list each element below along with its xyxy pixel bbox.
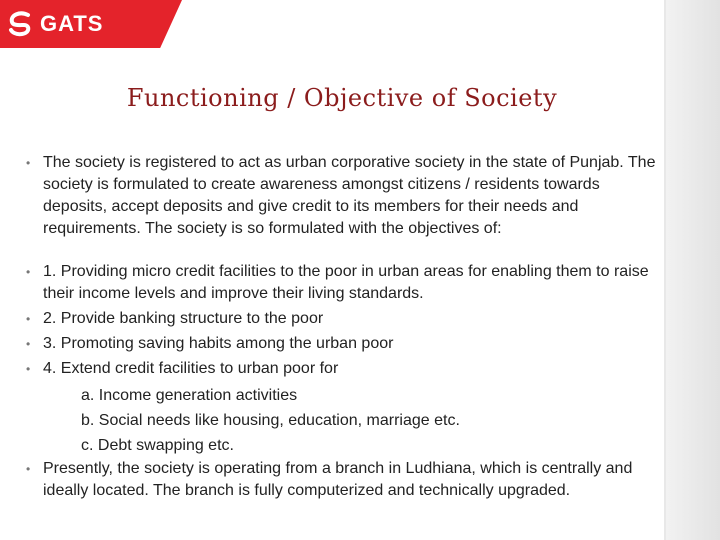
- objective-text: 3. Promoting saving habits among the urban poor: [43, 335, 394, 352]
- bullet-icon: •: [26, 337, 31, 351]
- right-decorative-bar: [666, 0, 720, 540]
- bullet-icon: •: [26, 312, 31, 326]
- list-item: [26, 333, 656, 355]
- sub-item: a. Income generation activities: [81, 387, 298, 404]
- objective-text: 4. Extend credit facilities to urban poor for: [43, 360, 339, 377]
- objective-text: 1. Providing micro credit facilities to the poor in urban areas for enabling them to raise their income levels and improve their living standards.: [43, 263, 649, 302]
- bullet-icon: •: [26, 265, 31, 279]
- gats-swirl-icon: [6, 9, 36, 39]
- bullet-icon: •: [26, 156, 31, 170]
- bullet-icon: •: [26, 462, 31, 476]
- slide-title: Functioning / Objective of Society: [126, 84, 558, 112]
- list-item: [26, 358, 656, 380]
- sub-item: c. Debt swapping etc.: [81, 437, 234, 454]
- closing-text: Presently, the society is operating from a branch in Ludhiana, which is centrally and ideally located. The branch is fully computerized and technically upgraded.: [43, 460, 633, 499]
- bullet-icon: •: [26, 362, 31, 376]
- closing-item: [26, 458, 656, 502]
- list-item: [26, 308, 656, 330]
- intro-text: The society is registered to act as urban corporative society in the state of Punjab. The society is formulated to create awareness amongst citizens / residents towards deposits, accept deposits and give credit to its members for their needs and requirements. The society is so formulated with the objectives of:: [43, 154, 656, 237]
- gats-logo: [6, 8, 103, 40]
- logo-text: GATS: [40, 11, 104, 36]
- objective-text: 2. Provide banking structure to the poor: [43, 310, 324, 327]
- sub-item: b. Social needs like housing, education, marriage etc.: [81, 412, 460, 429]
- intro-paragraph: [26, 152, 656, 240]
- list-item: [26, 261, 656, 305]
- slide-body: [26, 152, 656, 505]
